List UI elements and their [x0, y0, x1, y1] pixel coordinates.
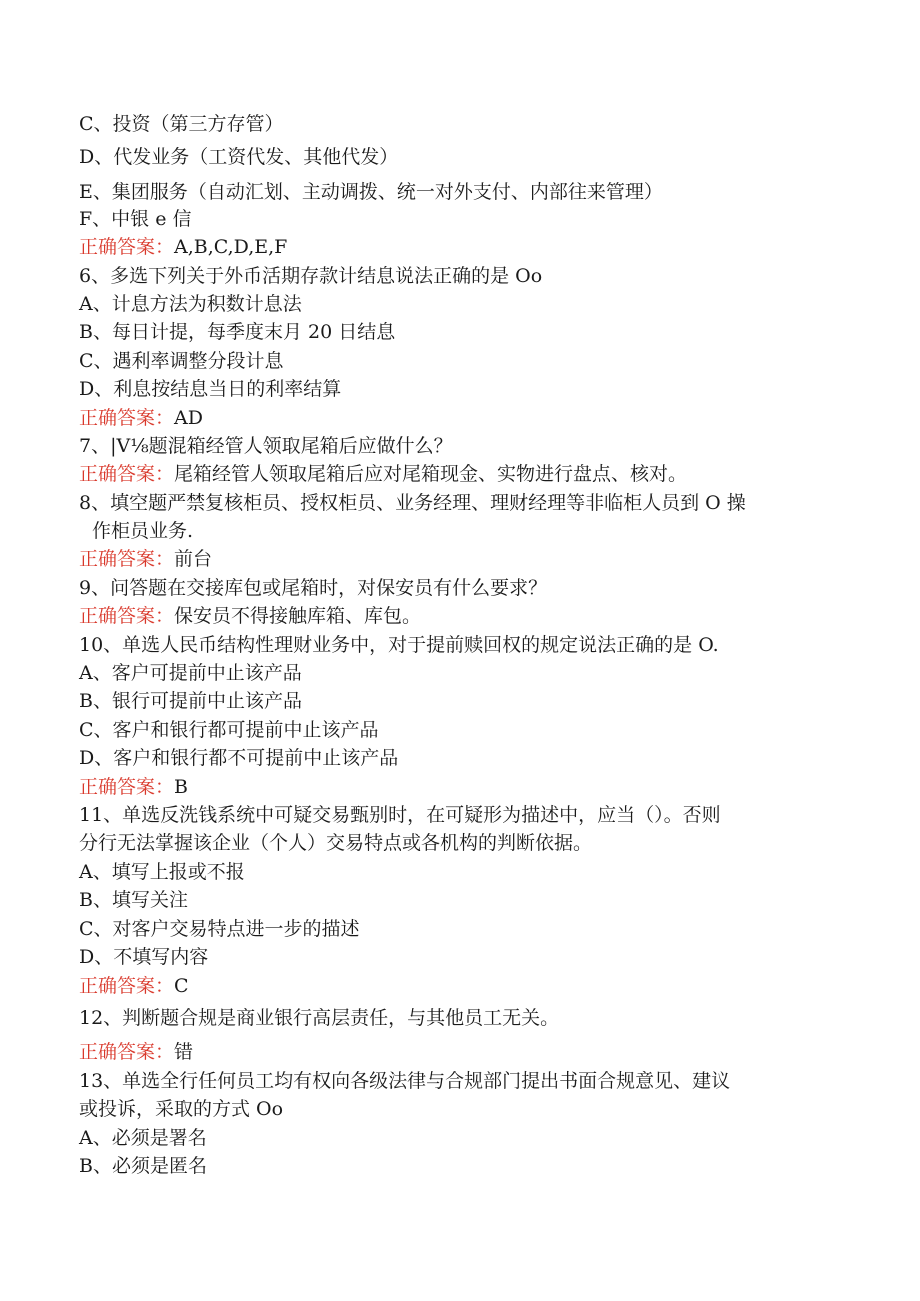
answer-label: 正确答案：: [79, 407, 175, 429]
option-line: E、集团服务（自动汇划、主动调拨、统一对外支付、内部往来管理）: [79, 181, 663, 203]
answer-line: [79, 975, 189, 997]
option-line: D、客户和银行都不可提前中止该产品: [79, 747, 399, 769]
answer-line: [79, 407, 203, 429]
answer-value: 保安员不得接触库箱、库包。: [174, 605, 422, 627]
option-line: C、对客户交易特点进一步的描述: [79, 918, 360, 940]
answer-value: C: [174, 975, 189, 997]
question-line: 或投诉，采取的方式 Oo: [79, 1098, 284, 1120]
answer-line: [79, 1041, 193, 1063]
answer-value: 错: [174, 1041, 194, 1063]
option-line: C、客户和银行都可提前中止该产品: [79, 719, 379, 741]
answer-label: 正确答案：: [79, 236, 175, 258]
answer-value: B: [174, 776, 188, 798]
answer-line: [79, 236, 287, 258]
option-line: D、代发业务（工资代发、其他代发）: [79, 146, 399, 168]
answer-value: A,B,C,D,E,F: [174, 236, 288, 258]
answer-label: 正确答案：: [79, 463, 175, 485]
question-line: 6、多选下列关于外币活期存款计结息说法正确的是 Oo: [79, 265, 543, 287]
option-line: A、客户可提前中止该产品: [79, 662, 302, 684]
question-line: 分行无法掌握该企业（个人）交易特点或各机构的判断依据。: [79, 832, 593, 854]
option-line: B、银行可提前中止该产品: [79, 690, 302, 712]
option-line: A、必须是署名: [79, 1127, 207, 1149]
option-line: D、利息按结息当日的利率结算: [79, 378, 342, 400]
question-line: 12、判断题合规是商业银行高层责任，与其他员工无关。: [79, 1007, 560, 1029]
question-line: 7、|V⅛题混箱经管人领取尾箱后应做什么？: [79, 435, 453, 457]
option-line: A、计息方法为积数计息法: [79, 293, 302, 315]
option-line: C、遇利率调整分段计息: [79, 350, 284, 372]
answer-line: [79, 548, 212, 570]
answer-label: 正确答案：: [79, 1041, 175, 1063]
answer-label: 正确答案：: [79, 548, 175, 570]
question-line: 11、单选反洗钱系统中可疑交易甄别时，在可疑形为描述中，应当（）。否则: [79, 804, 721, 826]
answer-line: [79, 605, 421, 627]
answer-value: AD: [174, 407, 203, 429]
question-line: 13、单选全行任何员工均有权向各级法律与合规部门提出书面合规意见、建议: [79, 1070, 731, 1092]
option-line: B、每日计提，每季度末月 20 日结息: [79, 321, 396, 343]
answer-line: [79, 776, 188, 798]
answer-label: 正确答案：: [79, 975, 175, 997]
option-line: C、投资（第三方存管）: [79, 113, 284, 135]
question-line: 8、填空题严禁复核柜员、授权柜员、业务经理、理财经理等非临柜人员到 O 操: [79, 492, 746, 514]
answer-label: 正确答案：: [79, 776, 175, 798]
option-line: D、不填写内容: [79, 946, 209, 968]
answer-line: [79, 463, 687, 485]
answer-label: 正确答案：: [79, 605, 175, 627]
option-line: F、中银 e 信: [79, 208, 192, 230]
question-line: 10、单选人民币结构性理财业务中，对于提前赎回权的规定说法正确的是 O.: [79, 634, 719, 656]
question-line: 作柜员业务.: [92, 520, 194, 542]
answer-value: 尾箱经管人领取尾箱后应对尾箱现金、实物进行盘点、核对。: [174, 463, 688, 485]
option-line: A、填写上报或不报: [79, 861, 245, 883]
question-line: 9、问答题在交接库包或尾箱时，对保安员有什么要求？: [79, 577, 548, 599]
option-line: B、填写关注: [79, 889, 188, 911]
option-line: B、必须是匿名: [79, 1155, 207, 1177]
answer-value: 前台: [174, 548, 213, 570]
